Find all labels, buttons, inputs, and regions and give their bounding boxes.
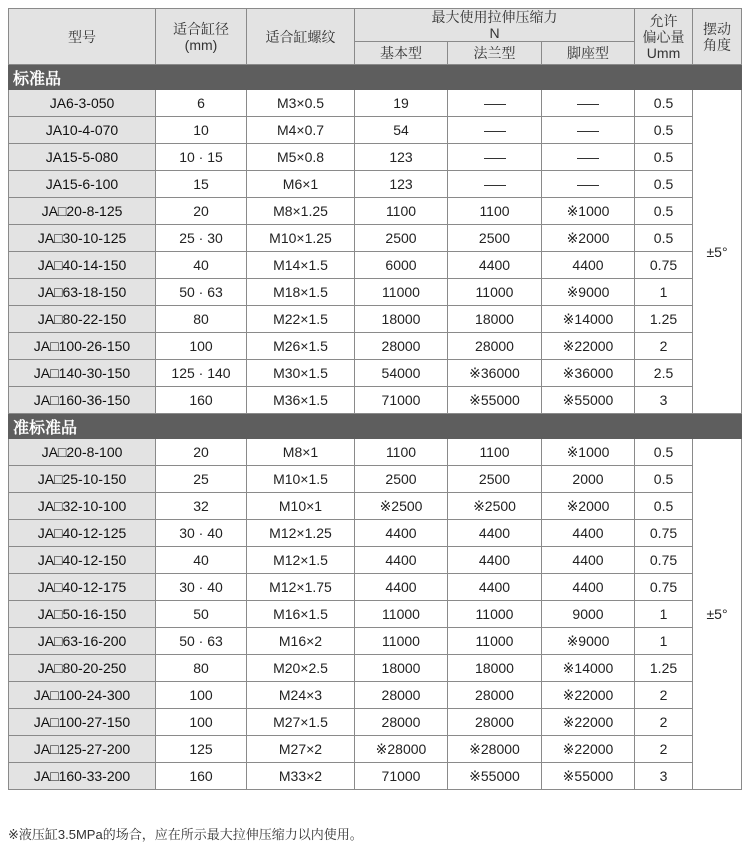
cell-force-flange: 28000	[448, 709, 542, 736]
cell-eccentric: 0.5	[635, 493, 693, 520]
cell-force-foot: 9000	[542, 601, 635, 628]
cell-force-foot	[542, 171, 635, 198]
cell-eccentric: 0.5	[635, 439, 693, 466]
cell-model: JA□140-30-150	[9, 360, 156, 387]
cell-force-foot	[542, 144, 635, 171]
cell-bore: 125	[156, 736, 247, 763]
header-bore	[156, 9, 247, 65]
cell-bore: 100	[156, 709, 247, 736]
cell-force-foot: ※9000	[542, 279, 635, 306]
table-row	[9, 763, 742, 790]
table-row	[9, 439, 742, 466]
cell-eccentric: 2	[635, 682, 693, 709]
cell-bore: 20	[156, 198, 247, 225]
cell-force-foot: ※9000	[542, 628, 635, 655]
cell-bore: 50 · 63	[156, 628, 247, 655]
cell-thread: M8×1.25	[247, 198, 355, 225]
cell-bore: 32	[156, 493, 247, 520]
cell-thread: M5×0.8	[247, 144, 355, 171]
cell-bore: 50 · 63	[156, 279, 247, 306]
cell-bore: 160	[156, 387, 247, 414]
cell-force-flange: 18000	[448, 306, 542, 333]
cell-model: JA15-6-100	[9, 171, 156, 198]
cell-bore: 80	[156, 306, 247, 333]
cell-model: JA15-5-080	[9, 144, 156, 171]
table-row	[9, 628, 742, 655]
cell-force-basic: 18000	[355, 306, 448, 333]
cell-bore: 160	[156, 763, 247, 790]
cell-model: JA□40-14-150	[9, 252, 156, 279]
cell-force-basic: 123	[355, 171, 448, 198]
spec-table-container	[8, 8, 741, 790]
cell-bore: 30 · 40	[156, 574, 247, 601]
spec-table	[8, 8, 742, 790]
cell-force-basic: 71000	[355, 387, 448, 414]
cell-force-foot: ※2000	[542, 493, 635, 520]
cell-force-basic: 11000	[355, 628, 448, 655]
cell-eccentric: 2.5	[635, 360, 693, 387]
table-row	[9, 306, 742, 333]
cell-model: JA□160-36-150	[9, 387, 156, 414]
header-model	[9, 9, 156, 65]
table-row	[9, 171, 742, 198]
cell-force-flange	[448, 171, 542, 198]
header-thread	[247, 9, 355, 65]
cell-bore: 50	[156, 601, 247, 628]
cell-thread: M36×1.5	[247, 387, 355, 414]
cell-bore: 100	[156, 682, 247, 709]
cell-force-basic: 28000	[355, 333, 448, 360]
cell-eccentric: 0.5	[635, 117, 693, 144]
cell-thread: M12×1.25	[247, 520, 355, 547]
cell-force-flange: 28000	[448, 682, 542, 709]
cell-eccentric: 1	[635, 279, 693, 306]
cell-bore: 80	[156, 655, 247, 682]
header-swing-text: 摆动 角度	[703, 20, 732, 53]
cell-thread: M16×2	[247, 628, 355, 655]
cell-swing-angle: ±5°	[693, 90, 742, 414]
header-force-basic	[355, 42, 448, 65]
cell-force-flange: 4400	[448, 574, 542, 601]
cell-bore: 40	[156, 252, 247, 279]
cell-force-foot-dash	[577, 158, 599, 159]
table-row	[9, 520, 742, 547]
header-bore-text: 适合缸径 (mm)	[173, 20, 229, 53]
cell-model: JA□160-33-200	[9, 763, 156, 790]
cell-force-basic: 2500	[355, 225, 448, 252]
cell-force-foot-dash	[577, 104, 599, 105]
cell-model: JA□100-26-150	[9, 333, 156, 360]
table-row	[9, 547, 742, 574]
table-row	[9, 144, 742, 171]
cell-thread: M30×1.5	[247, 360, 355, 387]
cell-bore: 10	[156, 117, 247, 144]
cell-force-basic: 28000	[355, 709, 448, 736]
cell-model: JA□25-10-150	[9, 466, 156, 493]
table-row	[9, 493, 742, 520]
cell-thread: M33×2	[247, 763, 355, 790]
table-row	[9, 117, 742, 144]
cell-thread: M4×0.7	[247, 117, 355, 144]
cell-model: JA□20-8-125	[9, 198, 156, 225]
cell-force-foot-dash	[577, 185, 599, 186]
cell-force-foot: 4400	[542, 547, 635, 574]
cell-force-flange	[448, 144, 542, 171]
cell-force-basic: 11000	[355, 601, 448, 628]
cell-thread: M3×0.5	[247, 90, 355, 117]
cell-bore: 15	[156, 171, 247, 198]
cell-bore: 30 · 40	[156, 520, 247, 547]
cell-eccentric: 2	[635, 333, 693, 360]
cell-thread: M22×1.5	[247, 306, 355, 333]
cell-force-flange: 2500	[448, 466, 542, 493]
cell-model: JA6-3-050	[9, 90, 156, 117]
cell-model: JA□80-22-150	[9, 306, 156, 333]
header-model-text: 型号	[68, 28, 96, 45]
cell-eccentric: 0.5	[635, 171, 693, 198]
cell-force-basic: 54000	[355, 360, 448, 387]
cell-force-foot	[542, 117, 635, 144]
table-row	[9, 225, 742, 252]
cell-model: JA□40-12-150	[9, 547, 156, 574]
table-row	[9, 466, 742, 493]
cell-force-flange-dash	[484, 104, 506, 105]
cell-force-flange: 1100	[448, 198, 542, 225]
cell-force-basic: ※2500	[355, 493, 448, 520]
cell-force-flange: 1100	[448, 439, 542, 466]
cell-bore: 10 · 15	[156, 144, 247, 171]
header-force-foot	[542, 42, 635, 65]
cell-force-flange: 28000	[448, 333, 542, 360]
cell-thread: M8×1	[247, 439, 355, 466]
cell-force-flange: 11000	[448, 279, 542, 306]
cell-thread: M27×2	[247, 736, 355, 763]
cell-force-flange: 4400	[448, 520, 542, 547]
cell-force-flange: ※28000	[448, 736, 542, 763]
cell-thread: M18×1.5	[247, 279, 355, 306]
header-force-group-text: 最大使用拉伸压缩力 N	[431, 9, 558, 41]
cell-force-foot: ※1000	[542, 439, 635, 466]
cell-force-flange: 2500	[448, 225, 542, 252]
cell-force-basic: 2500	[355, 466, 448, 493]
cell-eccentric: 0.5	[635, 225, 693, 252]
table-header	[9, 9, 742, 65]
cell-thread: M10×1.25	[247, 225, 355, 252]
table-row	[9, 279, 742, 306]
cell-force-basic: 4400	[355, 547, 448, 574]
cell-thread: M6×1	[247, 171, 355, 198]
table-row	[9, 360, 742, 387]
cell-force-foot: ※14000	[542, 306, 635, 333]
cell-bore: 125 · 140	[156, 360, 247, 387]
cell-force-foot: 4400	[542, 252, 635, 279]
cell-eccentric: 0.75	[635, 574, 693, 601]
cell-force-flange: 11000	[448, 628, 542, 655]
cell-thread: M24×3	[247, 682, 355, 709]
cell-force-foot: ※55000	[542, 763, 635, 790]
table-row	[9, 252, 742, 279]
cell-swing-angle: ±5°	[693, 439, 742, 790]
cell-model: JA□125-27-200	[9, 736, 156, 763]
cell-thread: M26×1.5	[247, 333, 355, 360]
cell-model: JA□50-16-150	[9, 601, 156, 628]
table-row	[9, 198, 742, 225]
cell-force-flange-dash	[484, 131, 506, 132]
cell-force-flange	[448, 117, 542, 144]
header-force-foot-text: 脚座型	[567, 45, 609, 61]
footnote: ※液压缸3.5MPa的场合，应在所示最大拉伸压缩力以内使用。	[8, 827, 363, 842]
cell-force-foot: ※2000	[542, 225, 635, 252]
cell-model: JA□100-24-300	[9, 682, 156, 709]
cell-eccentric: 3	[635, 763, 693, 790]
cell-force-flange: 18000	[448, 655, 542, 682]
cell-force-basic: 123	[355, 144, 448, 171]
cell-model: JA10-4-070	[9, 117, 156, 144]
cell-force-basic: 54	[355, 117, 448, 144]
cell-eccentric: 2	[635, 736, 693, 763]
cell-thread: M12×1.5	[247, 547, 355, 574]
header-eccentric	[635, 9, 693, 65]
cell-force-foot: 4400	[542, 574, 635, 601]
cell-model: JA□30-10-125	[9, 225, 156, 252]
header-force-group	[355, 9, 635, 42]
cell-force-foot: ※22000	[542, 709, 635, 736]
cell-force-foot: ※14000	[542, 655, 635, 682]
table-body	[9, 65, 742, 790]
section-header-row	[9, 414, 742, 439]
cell-force-foot: ※22000	[542, 736, 635, 763]
table-row	[9, 601, 742, 628]
cell-bore: 40	[156, 547, 247, 574]
cell-force-basic: 1100	[355, 198, 448, 225]
cell-model: JA□63-18-150	[9, 279, 156, 306]
cell-force-basic: 18000	[355, 655, 448, 682]
cell-force-flange: ※36000	[448, 360, 542, 387]
cell-eccentric: 3	[635, 387, 693, 414]
cell-eccentric: 0.5	[635, 90, 693, 117]
cell-model: JA□20-8-100	[9, 439, 156, 466]
cell-eccentric: 2	[635, 709, 693, 736]
cell-eccentric: 1	[635, 628, 693, 655]
cell-thread: M16×1.5	[247, 601, 355, 628]
cell-bore: 100	[156, 333, 247, 360]
cell-thread: M12×1.75	[247, 574, 355, 601]
cell-model: JA□40-12-175	[9, 574, 156, 601]
header-swing	[693, 9, 742, 65]
cell-force-basic: 11000	[355, 279, 448, 306]
cell-force-basic: 28000	[355, 682, 448, 709]
section-title: 准标准品	[9, 414, 742, 439]
table-row	[9, 655, 742, 682]
table-row	[9, 333, 742, 360]
table-row	[9, 736, 742, 763]
cell-force-flange: ※55000	[448, 387, 542, 414]
cell-force-foot: 4400	[542, 520, 635, 547]
cell-eccentric: 1.25	[635, 306, 693, 333]
cell-force-basic: 4400	[355, 520, 448, 547]
cell-eccentric: 0.5	[635, 466, 693, 493]
header-thread-text: 适合缸螺纹	[265, 28, 336, 45]
cell-model: JA□63-16-200	[9, 628, 156, 655]
cell-eccentric: 0.75	[635, 547, 693, 574]
cell-bore: 20	[156, 439, 247, 466]
cell-force-foot	[542, 90, 635, 117]
cell-force-basic: 1100	[355, 439, 448, 466]
table-row	[9, 574, 742, 601]
cell-thread: M14×1.5	[247, 252, 355, 279]
cell-force-foot: ※22000	[542, 682, 635, 709]
cell-force-foot-dash	[577, 131, 599, 132]
table-row	[9, 709, 742, 736]
cell-force-foot: ※36000	[542, 360, 635, 387]
section-title: 标准品	[9, 65, 742, 90]
cell-force-flange: 4400	[448, 252, 542, 279]
cell-thread: M20×2.5	[247, 655, 355, 682]
section-header-row	[9, 65, 742, 90]
cell-eccentric: 0.5	[635, 144, 693, 171]
cell-force-basic: 4400	[355, 574, 448, 601]
header-force-flange-text: 法兰型	[473, 45, 516, 61]
cell-model: JA□40-12-125	[9, 520, 156, 547]
cell-eccentric: 0.75	[635, 520, 693, 547]
header-force-basic-text: 基本型	[380, 45, 422, 61]
cell-force-flange: 4400	[448, 547, 542, 574]
cell-force-flange: ※2500	[448, 493, 542, 520]
header-eccentric-text: 允许 偏心量 Umm	[642, 12, 685, 61]
table-row	[9, 90, 742, 117]
cell-thread: M10×1.5	[247, 466, 355, 493]
cell-bore: 25 · 30	[156, 225, 247, 252]
cell-eccentric: 1.25	[635, 655, 693, 682]
cell-force-basic: 19	[355, 90, 448, 117]
cell-force-basic: 71000	[355, 763, 448, 790]
cell-force-flange	[448, 90, 542, 117]
cell-model: JA□32-10-100	[9, 493, 156, 520]
cell-bore: 6	[156, 90, 247, 117]
cell-force-flange-dash	[484, 185, 506, 186]
cell-force-flange: 11000	[448, 601, 542, 628]
cell-eccentric: 0.75	[635, 252, 693, 279]
cell-model: JA□80-20-250	[9, 655, 156, 682]
cell-force-basic: 6000	[355, 252, 448, 279]
cell-force-basic: ※28000	[355, 736, 448, 763]
cell-bore: 25	[156, 466, 247, 493]
cell-eccentric: 1	[635, 601, 693, 628]
cell-model: JA□100-27-150	[9, 709, 156, 736]
cell-thread: M27×1.5	[247, 709, 355, 736]
cell-force-foot: ※22000	[542, 333, 635, 360]
header-force-flange	[448, 42, 542, 65]
table-row	[9, 682, 742, 709]
cell-force-foot: 2000	[542, 466, 635, 493]
cell-force-foot: ※1000	[542, 198, 635, 225]
table-row	[9, 387, 742, 414]
cell-eccentric: 0.5	[635, 198, 693, 225]
cell-thread: M10×1	[247, 493, 355, 520]
cell-force-flange: ※55000	[448, 763, 542, 790]
cell-force-flange-dash	[484, 158, 506, 159]
cell-force-foot: ※55000	[542, 387, 635, 414]
